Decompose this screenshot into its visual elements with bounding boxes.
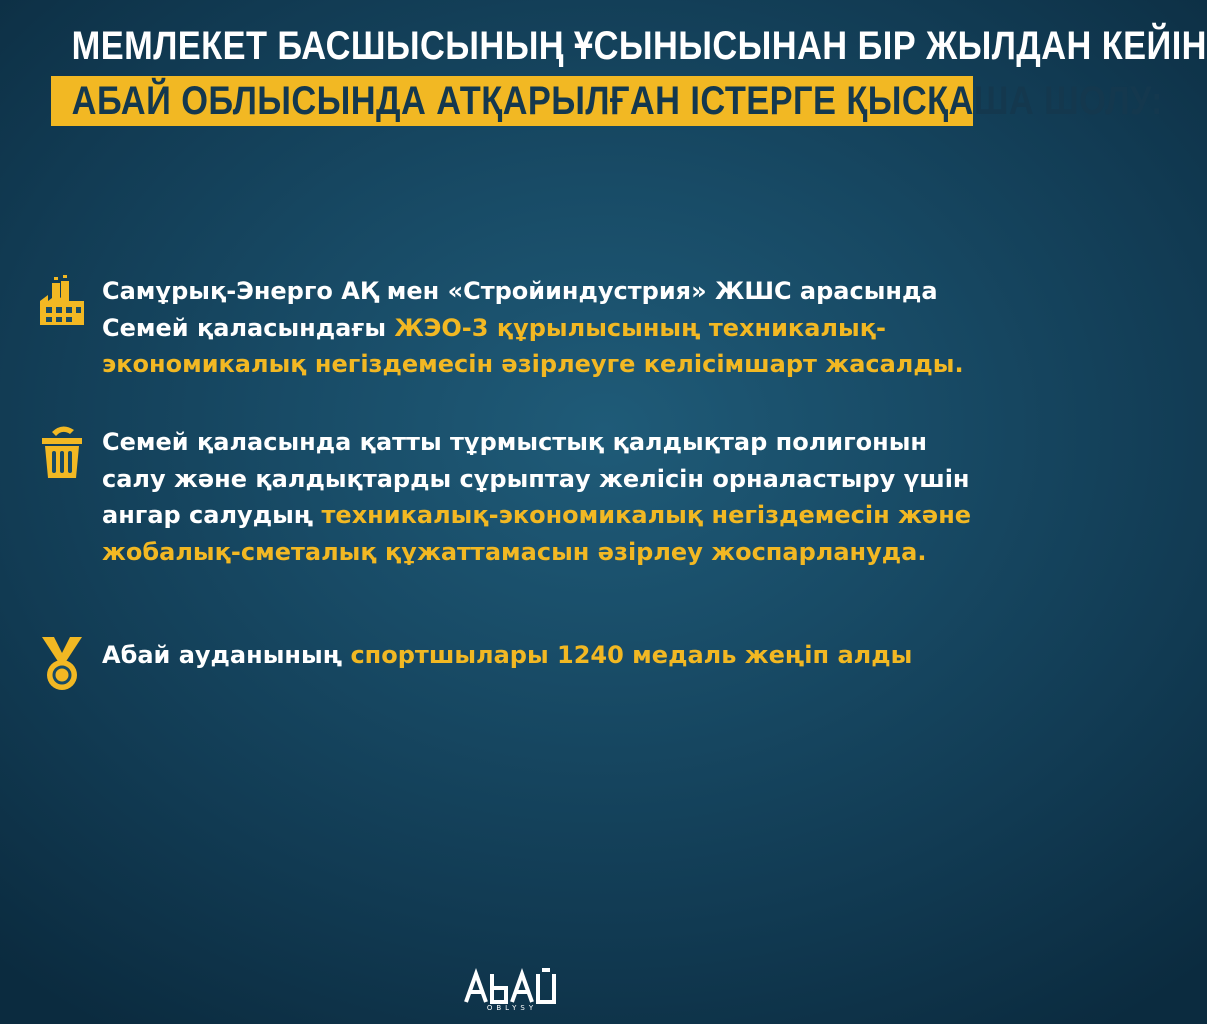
title-line-2: АБАЙ ОБЛЫСЫНДА АТҚАРЫЛҒАН ІСТЕРГЕ ҚЫСҚАША ШОЛУ: — [71, 79, 1163, 123]
list-item-text-plain: Абай ауданының — [102, 641, 351, 669]
list-item-text — [102, 424, 994, 570]
medal-icon — [34, 637, 90, 693]
list-item-text-highlight: ЖЭО-3 құрылысының техникалық-экономикалық негіздемесін әзірлеуге келісімшарт жасалды. — [102, 313, 964, 378]
power-plant-icon — [34, 273, 90, 329]
list-item-text-plain: Семей қаласында қатты тұрмыстық қалдықтар полигонын салу және қалдықтарды сұрыптау желісін орналастыру үшін ангар салудың — [102, 428, 970, 529]
list-item-text — [102, 637, 994, 674]
logo-subtitle: OBLYSY — [486, 1004, 538, 1012]
list-item-text — [102, 273, 994, 383]
list-item-text-highlight: спортшылары 1240 медаль жеңіп алды — [350, 641, 913, 669]
trash-bin-icon — [34, 424, 90, 480]
title-line-1: МЕМЛЕКЕТ БАСШЫСЫНЫҢ ҰСЫНЫСЫНАН БІР ЖЫЛДАН КЕЙІН — [71, 24, 1207, 68]
list-item-text-plain: Самұрық-Энерго АҚ мен «Стройиндустрия» ЖШС арасында Семей қаласындағы — [102, 277, 938, 342]
list-item-text-highlight: техникалық-экономикалық негіздемесін және жобалық-сметалық құжаттамасын әзірлеу жоспарлануда. — [102, 501, 972, 566]
